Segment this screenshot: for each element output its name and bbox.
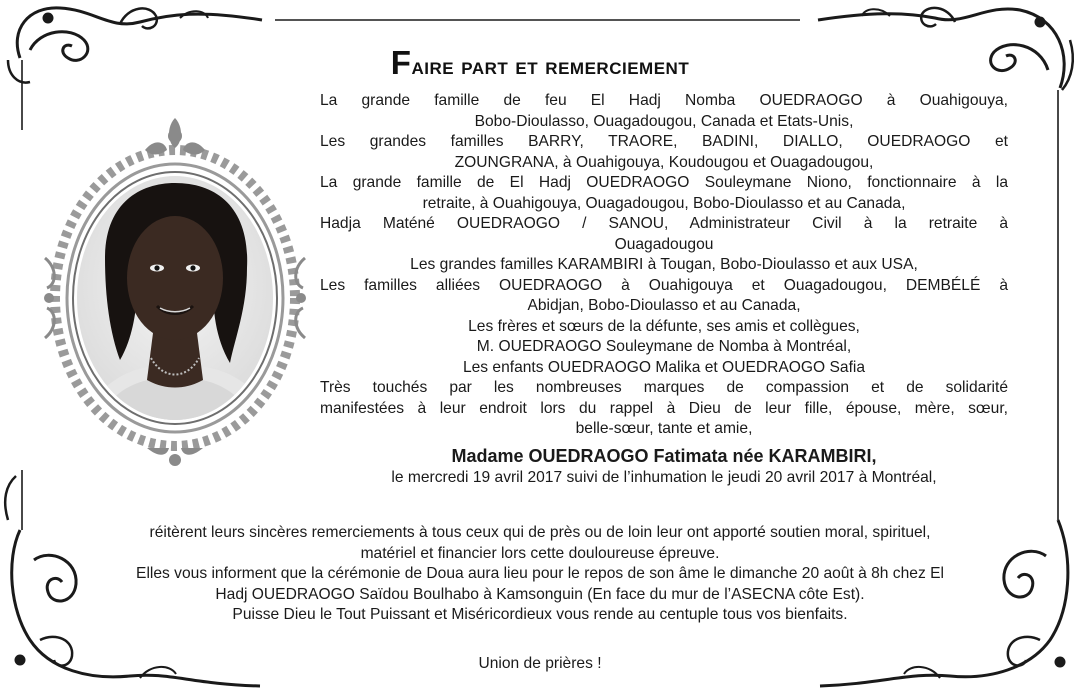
body-line-17: belle-sœur, tante et amie, <box>575 420 753 437</box>
funeral-date-line: le mercredi 19 avril 2017 suivi de l’inhumation le jeudi 20 avril 2017 à Montréal, <box>391 468 937 486</box>
body-line-1: La grande famille de feu El Hadj Nomba OUEDRAOGO à Ouahigouya, <box>320 92 1008 109</box>
body-line-12: Les frères et sœurs de la défunte, ses amis et collègues, <box>468 317 860 335</box>
portrait-photo <box>35 108 315 468</box>
body-line-6: retraite, à Ouahigouya, Ouagadougou, Bobo-Dioulasso et au Canada, <box>422 194 906 212</box>
closing-line: Union de prières ! <box>478 655 602 672</box>
body-line-3: Les grandes familles BARRY, TRAORE, BADINI, DIALLO, OUEDRAOGO et <box>320 133 1008 150</box>
bottom-line-2: matériel et financier lors cette douloureuse épreuve. <box>360 544 720 562</box>
body-line-11: Abidjan, Bobo-Dioulasso et au Canada, <box>527 297 801 314</box>
body-line-16: manifestées à leur endroit lors du rappel à Dieu de leur fille, épouse, mère, sœur, <box>320 399 1008 417</box>
bottom-line-1: réitèrent leurs sincères remerciements à tous ceux qui de près ou de loin leur ont apporté soutien moral, spirituel, <box>149 524 931 541</box>
body-line-13: M. OUEDRAOGO Souleymane de Nomba à Montréal, <box>476 338 852 355</box>
body-line-8: Ouagadougou <box>614 235 714 253</box>
bottom-line-4: Hadj OUEDRAOGO Saïdou Boulhabo à Kamsonguin (En face du mur de l’ASECNA côte Est). <box>215 585 865 603</box>
notice-body <box>320 91 1008 488</box>
body-line-10: Les familles alliées OUEDRAOGO à Ouahigouya et Ouagadougou, DEMBÉLÉ à <box>320 276 1008 294</box>
notice-bottom <box>60 523 1020 626</box>
body-line-14: Les enfants OUEDRAOGO Malika et OUEDRAOGO Safia <box>462 358 866 376</box>
body-line-5: La grande famille de El Hadj OUEDRAOGO Souleymane Niono, fonctionnaire à la <box>320 174 1008 191</box>
title-rest: aire part et remerciement <box>411 53 690 80</box>
bottom-line-3: Elles vous informent que la cérémonie de Doua aura lieu pour le repos de son âme le dimanche 20 août à 8h chez El <box>136 565 944 582</box>
body-line-15: Très touchés par les nombreuses marques de compassion et de solidarité <box>320 379 1008 396</box>
body-line-2: Bobo-Dioulasso, Ouagadougou, Canada et Etats-Unis, <box>474 112 854 130</box>
bottom-line-5: Puisse Dieu le Tout Puissant et Miséricordieux vous rende au centuple tous vos bienfaits. <box>232 606 848 623</box>
deceased-name: Madame OUEDRAOGO Fatimata née KARAMBIRI, <box>451 445 877 466</box>
notice-title <box>200 44 880 82</box>
body-line-9: Les grandes familles KARAMBIRI à Tougan, Bobo-Dioulasso et aux USA, <box>410 256 918 273</box>
title-initial: F <box>390 44 412 81</box>
body-line-4: ZOUNGRANA, à Ouahigouya, Koudougou et Ouagadougou, <box>454 153 874 171</box>
portrait-frame <box>35 108 315 468</box>
body-line-7: Hadja Maténé OUEDRAOGO / SANOU, Administrateur Civil à la retraite à <box>320 215 1008 232</box>
